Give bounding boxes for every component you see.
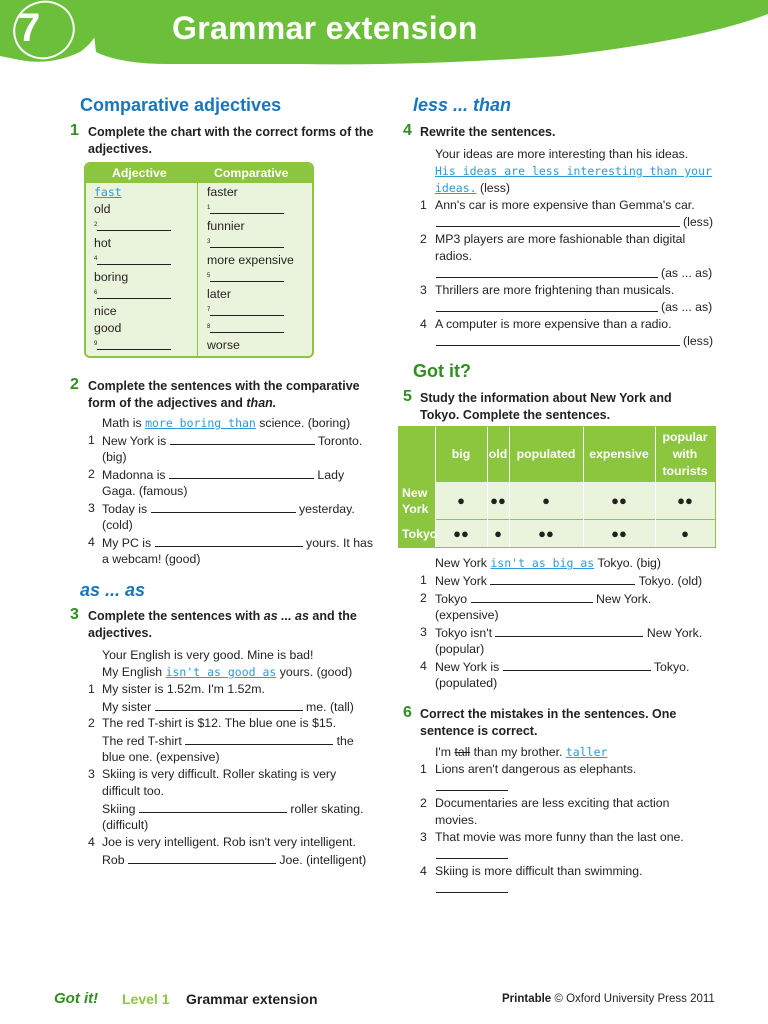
rating-dots: ●● xyxy=(453,525,469,541)
adjective: nice xyxy=(94,304,117,318)
col-header: big xyxy=(451,447,471,461)
item-number: 4 xyxy=(420,864,427,878)
page-header xyxy=(0,0,768,66)
instruction-part: adjectives. xyxy=(88,626,152,640)
comparative: faster xyxy=(207,185,238,199)
footer-logo: Got it! xyxy=(54,990,99,1007)
sentence-part: Rob xyxy=(102,853,125,867)
item-number: 2 xyxy=(420,232,427,246)
col-header-part: tourists xyxy=(662,464,708,478)
sentence-part: New York xyxy=(435,574,487,588)
footer-printable: Printable xyxy=(502,993,552,1005)
example-sentence xyxy=(435,744,607,761)
sentence-part: Tokyo. (old) xyxy=(638,574,703,588)
item-cue: a webcam! (good) xyxy=(102,552,201,566)
answer-blank[interactable] xyxy=(471,590,593,603)
exercise-number: 5 xyxy=(403,388,412,405)
item-context: Skiing is very difficult. Roller skating is very xyxy=(102,767,337,781)
answer-blank[interactable] xyxy=(490,572,635,585)
city-comparison-table xyxy=(398,426,716,548)
item-cue: blue one. (expensive) xyxy=(102,750,220,764)
adjective: good xyxy=(94,321,122,335)
sentence-part: My English xyxy=(102,665,163,679)
item-sentence: Documentaries are less exciting that action xyxy=(435,796,670,810)
footer-level: Level 1 xyxy=(122,991,170,1007)
sentence-part: Tokyo. (big) xyxy=(597,556,661,570)
adjective: boring xyxy=(94,270,129,284)
chart-cell-comparative xyxy=(207,184,238,201)
sentence-part: yours. (good) xyxy=(279,665,353,679)
item-sentence xyxy=(102,432,362,450)
item-sentence xyxy=(102,732,354,750)
exercise-instruction xyxy=(88,608,388,642)
answer-blank[interactable] xyxy=(210,235,284,248)
col-header: old xyxy=(488,447,508,461)
rating-dots: ● xyxy=(457,493,465,508)
chart-cell-comparative xyxy=(207,320,284,338)
answer-line[interactable] xyxy=(436,226,680,227)
item-sentence xyxy=(102,800,363,818)
item-number: 2 xyxy=(88,716,95,730)
answer-blank[interactable] xyxy=(97,218,171,231)
answer-blank[interactable] xyxy=(210,201,284,214)
instruction-part: Complete the sentences with xyxy=(88,609,261,623)
answer-blank[interactable] xyxy=(210,269,284,282)
example-answer: taller xyxy=(565,745,608,759)
item-number: 2 xyxy=(88,467,95,481)
chart-cell-adjective xyxy=(94,218,171,236)
item-number: 1 xyxy=(420,762,427,776)
item-number: 4 xyxy=(88,835,95,849)
answer-blank[interactable] xyxy=(155,698,303,711)
rating-dots: ● xyxy=(681,525,689,541)
exercise-number: 2 xyxy=(70,376,79,393)
item-number: 2 xyxy=(94,222,98,228)
rating-dots: ●● xyxy=(677,493,693,508)
item-sentence xyxy=(435,572,702,590)
sentence-part: New York is xyxy=(435,660,500,674)
item-number: 4 xyxy=(94,256,98,262)
answer-blank[interactable] xyxy=(97,286,171,299)
item-number: 4 xyxy=(420,317,427,331)
rating-dots: ● xyxy=(542,493,550,508)
exercise-number: 6 xyxy=(403,704,412,721)
answer-line[interactable] xyxy=(436,790,508,791)
sentence-part: Lady xyxy=(317,468,345,482)
row-label-part: York xyxy=(402,502,429,516)
item-cue: (expensive) xyxy=(435,608,499,622)
chart-cell-comparative xyxy=(207,201,284,219)
item-sentence xyxy=(102,698,354,716)
unit-number: 7 xyxy=(18,6,41,50)
item-cue: (populated) xyxy=(435,676,498,690)
sentence-part: Tokyo isn't xyxy=(435,626,493,640)
item-number: 9 xyxy=(94,341,98,347)
struck-word: tall xyxy=(454,745,471,759)
item-context: difficult too. xyxy=(102,784,164,798)
item-number: 8 xyxy=(207,324,211,330)
item-sentence: Thrillers are more frightening than musicals. xyxy=(435,283,675,297)
item-cue: (as ... as) xyxy=(661,266,713,280)
item-number: 3 xyxy=(207,239,211,245)
example-sentence xyxy=(102,664,352,681)
item-number: 3 xyxy=(88,767,95,781)
sentence-part: Today is xyxy=(102,502,148,516)
item-number: 1 xyxy=(207,205,211,211)
sentence-part: Skiing xyxy=(102,802,136,816)
comparative: later xyxy=(207,287,231,301)
example-line: Your English is very good. Mine is bad! xyxy=(102,648,314,662)
example-answer: isn't as big as xyxy=(490,556,595,570)
item-context: Joe is very intelligent. Rob isn't very intelligent. xyxy=(102,835,356,849)
adjective: old xyxy=(94,202,111,216)
item-sentence xyxy=(102,500,355,518)
rating-dots: ●● xyxy=(538,525,554,541)
chart-cell-comparative xyxy=(207,252,294,269)
example-answer xyxy=(435,163,712,180)
sentence-part: The red T-shirt xyxy=(102,734,182,748)
answer-blank[interactable] xyxy=(139,800,287,813)
footer-copyright-text: © Oxford University Press 2011 xyxy=(554,993,715,1005)
answer-blank[interactable] xyxy=(169,466,314,479)
example-answer: isn't as good as xyxy=(165,665,277,679)
answer-line[interactable] xyxy=(436,858,508,859)
cue: (less) xyxy=(479,181,511,195)
item-sentence xyxy=(102,851,366,869)
answer-blank[interactable] xyxy=(495,624,643,637)
chart-cell-comparative xyxy=(207,303,284,321)
item-number: 1 xyxy=(420,573,427,587)
sentence-part: I'm xyxy=(435,745,452,759)
exercise-instruction: Correct the mistakes in the sentences. One sentence is correct. xyxy=(420,707,677,738)
rating-dots: ●● xyxy=(611,493,627,508)
row-label-part: Tokyo xyxy=(402,527,438,541)
col-header-adjective: Adjective xyxy=(112,166,167,180)
sentence-part: yesterday. xyxy=(298,502,355,516)
sentence-part: My sister xyxy=(102,700,152,714)
answer-blank[interactable] xyxy=(210,320,284,333)
row-label-part: New xyxy=(402,486,428,500)
section-heading-as-as: as ... as xyxy=(80,580,146,600)
instruction-part: as ... as xyxy=(263,609,309,623)
rating-dots: ●● xyxy=(490,493,506,508)
item-cue: (less) xyxy=(683,334,714,348)
item-cue: (difficult) xyxy=(102,818,149,832)
col-header: expensive xyxy=(589,447,649,461)
instruction-part: Complete the sentences with the comparative xyxy=(88,379,360,393)
sentence-part: Joe. (intelligent) xyxy=(279,853,367,867)
item-number: 3 xyxy=(420,283,427,297)
item-number: 2 xyxy=(420,591,427,605)
chart-cell-adjective xyxy=(94,184,122,201)
answer-blank[interactable] xyxy=(155,534,303,547)
item-number: 1 xyxy=(420,198,427,212)
item-cue: Gaga. (famous) xyxy=(102,484,188,498)
answer-line[interactable] xyxy=(436,311,658,312)
chart-cell-comparative xyxy=(207,337,240,354)
sentence-part: the xyxy=(336,734,354,748)
item-sentence: MP3 players are more fashionable than digital xyxy=(435,232,686,246)
example-answer-part: ideas. xyxy=(435,181,477,195)
item-cue: (big) xyxy=(102,450,127,464)
item-number: 2 xyxy=(420,796,427,810)
rating-dots: ●● xyxy=(611,525,627,541)
item-cue: (as ... as) xyxy=(661,300,713,314)
example-line: Your ideas are more interesting than his ideas. xyxy=(435,147,689,161)
comparative: funnier xyxy=(207,219,245,233)
chart-cell-adjective xyxy=(94,303,117,320)
instruction-part: and the xyxy=(312,609,357,623)
item-sentence: Lions aren't dangerous as elephants. xyxy=(435,762,637,776)
item-sentence xyxy=(435,658,689,676)
chart-cell-comparative xyxy=(207,269,284,287)
item-sentence xyxy=(102,534,373,552)
item-number: 6 xyxy=(94,290,98,296)
answer-blank[interactable] xyxy=(151,500,296,513)
answer-blank[interactable] xyxy=(185,732,333,745)
item-sentence: That movie was more funny than the last one. xyxy=(435,830,684,844)
exercise-number: 4 xyxy=(403,122,412,139)
item-number: 5 xyxy=(207,273,211,279)
chart-cell-adjective xyxy=(94,201,110,218)
section-heading-less-than: less ... than xyxy=(413,95,512,115)
example-answer: fast xyxy=(94,185,122,199)
chart-cell-adjective xyxy=(94,320,121,337)
adjective-chart xyxy=(84,162,314,358)
exercise-instruction: Complete the chart with the correct forms of the adjectives. xyxy=(88,125,374,156)
sentence-part: Tokyo xyxy=(435,592,468,606)
item-number: 4 xyxy=(88,535,95,549)
item-number: 7 xyxy=(207,307,211,313)
footer-copyright xyxy=(502,993,715,1005)
sentence-part: Tokyo. xyxy=(653,660,690,674)
chart-cell-adjective xyxy=(94,252,171,270)
section-heading-comparative: Comparative adjectives xyxy=(80,95,282,115)
col-header-part: with xyxy=(672,447,698,461)
sentence-part: me. (tall) xyxy=(306,700,354,714)
example-answer: more boring than xyxy=(145,416,256,430)
adjective: hot xyxy=(94,236,112,250)
answer-line[interactable] xyxy=(436,892,508,893)
answer-blank[interactable] xyxy=(97,337,171,350)
item-sentence: radios. xyxy=(435,249,472,263)
item-context: My sister is 1.52m. I'm 1.52m. xyxy=(102,682,265,696)
instruction-part: form of the adjectives and xyxy=(88,396,243,410)
sentence-part: Math is xyxy=(102,416,142,430)
chart-cell-comparative xyxy=(207,286,231,303)
item-sentence: A computer is more expensive than a radio. xyxy=(435,317,672,331)
exercise-instruction: Study the information about New York and Tokyo. Complete the sentences. xyxy=(420,391,672,422)
sentence-part: New York. xyxy=(595,592,652,606)
sentence-part: New York. xyxy=(646,626,703,640)
example-answer xyxy=(435,180,510,197)
chart-cell-adjective xyxy=(94,337,171,355)
answer-blank[interactable] xyxy=(128,851,276,864)
answer-blank[interactable] xyxy=(503,658,651,671)
item-number: 4 xyxy=(420,659,427,673)
item-context: The red T-shirt is $12. The blue one is $15. xyxy=(102,716,337,730)
item-number: 3 xyxy=(420,830,427,844)
chart-cell-comparative xyxy=(207,218,245,235)
sentence-part: Toronto. xyxy=(317,434,363,448)
chart-cell-comparative xyxy=(207,235,284,253)
section-heading-got-it: Got it? xyxy=(413,361,471,381)
sentence-part: New York is xyxy=(102,434,167,448)
comparative: more expensive xyxy=(207,253,294,267)
col-header xyxy=(655,429,715,480)
sentence-part: New York xyxy=(435,556,487,570)
row-label xyxy=(402,526,437,542)
footer-title: Grammar extension xyxy=(186,991,318,1007)
item-cue: (cold) xyxy=(102,518,133,532)
exercise-instruction xyxy=(88,378,388,412)
item-sentence: Skiing is more difficult than swimming. xyxy=(435,864,643,878)
page-title: Grammar extension xyxy=(172,10,478,46)
exercise-instruction: Rewrite the sentences. xyxy=(420,125,556,139)
col-header-part: popular xyxy=(662,430,708,444)
item-number: 3 xyxy=(88,501,95,515)
example-answer-part: His ideas are less interesting than your xyxy=(435,164,712,178)
chart-cell-adjective xyxy=(94,286,171,304)
row-label xyxy=(402,485,428,517)
answer-blank[interactable] xyxy=(97,252,171,265)
col-header-comparative: Comparative xyxy=(214,166,289,180)
answer-line[interactable] xyxy=(436,345,680,346)
item-sentence: Ann's car is more expensive than Gemma's car. xyxy=(435,198,695,212)
exercise-number: 1 xyxy=(70,122,79,139)
sentence-part: Madonna is xyxy=(102,468,166,482)
exercise-number: 3 xyxy=(70,606,79,623)
example-sentence xyxy=(102,415,350,432)
item-cue: (less) xyxy=(683,215,714,229)
sentence-part: yours. It has xyxy=(306,536,374,550)
sentence-part: than my brother. xyxy=(473,745,563,759)
example-sentence xyxy=(435,555,661,572)
sentence-part: roller skating. xyxy=(290,802,364,816)
instruction-part: than. xyxy=(246,396,277,410)
item-sentence: movies. xyxy=(435,813,478,827)
chart-divider xyxy=(197,164,198,356)
col-header: populated xyxy=(516,447,576,461)
chart-cell-adjective xyxy=(94,235,111,252)
answer-blank[interactable] xyxy=(210,303,284,316)
item-number: 3 xyxy=(420,625,427,639)
item-cue: (popular) xyxy=(435,642,485,656)
rating-dots: ● xyxy=(494,525,502,541)
sentence-part: science. (boring) xyxy=(259,416,351,430)
answer-blank[interactable] xyxy=(170,432,315,445)
chart-cell-adjective xyxy=(94,269,128,286)
item-sentence xyxy=(435,624,702,642)
table-row-divider xyxy=(399,519,715,520)
answer-line[interactable] xyxy=(436,277,658,278)
item-sentence xyxy=(102,466,344,484)
item-number: 1 xyxy=(88,682,95,696)
comparative: worse xyxy=(207,338,240,352)
item-sentence xyxy=(435,590,651,608)
sentence-part: My PC is xyxy=(102,536,152,550)
item-number: 1 xyxy=(88,433,95,447)
